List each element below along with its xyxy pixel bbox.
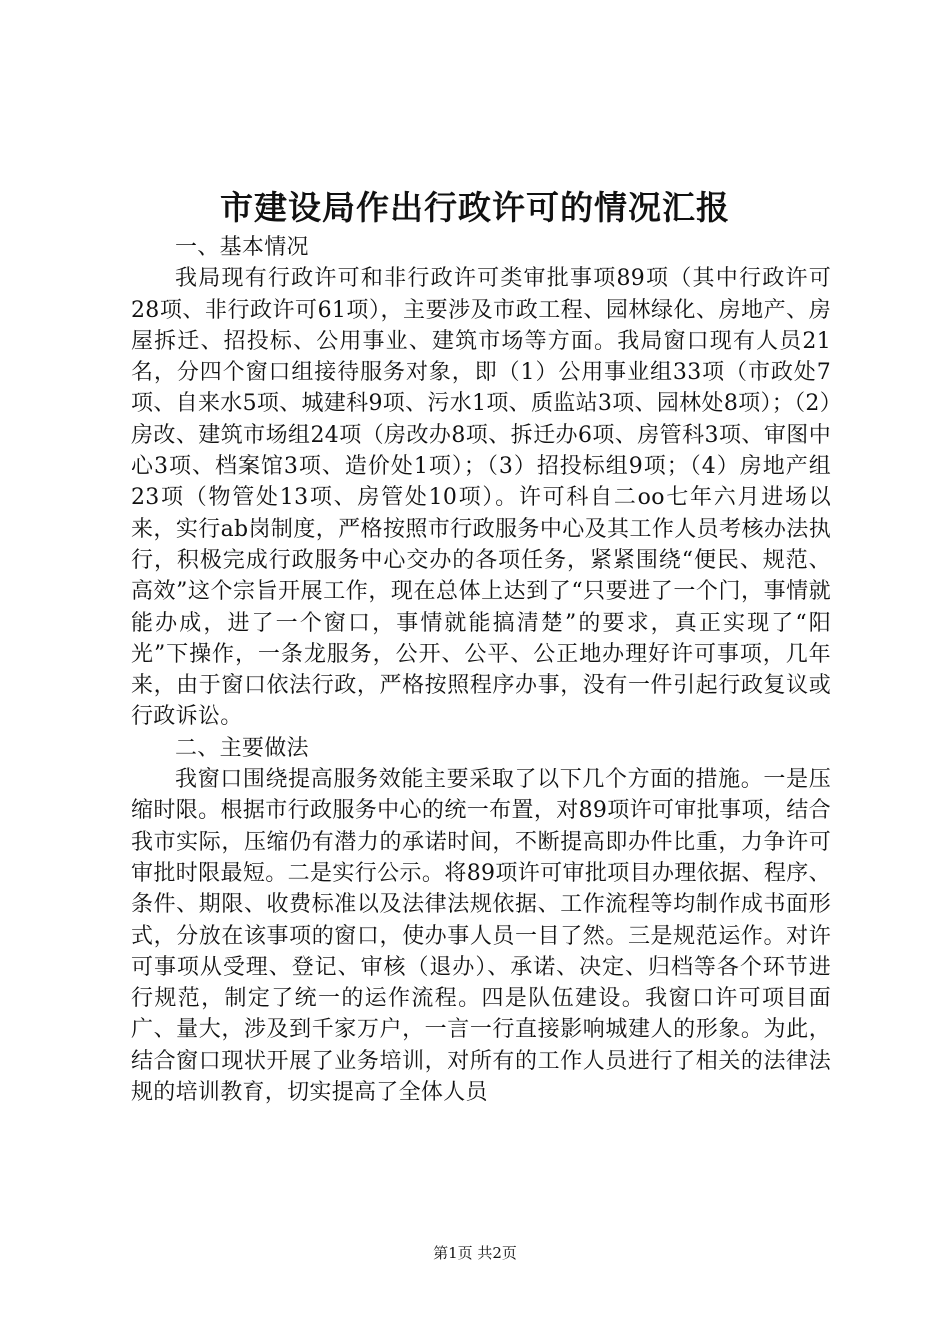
document-body [131, 232, 831, 1108]
section-heading-practices: 二、主要做法 [175, 735, 309, 761]
page-footer: 第1页 共2页 [433, 1244, 517, 1262]
section-heading-basic: 一、基本情况 [175, 235, 309, 260]
section-paragraph-basic: 我局现有行政许可和非行政许可类审批事项89项（其中行政许可28项、非行政许可61项），主要涉及市政工程、园林绿化、房地产、房屋拆迁、招投标、公用事业、建筑市场等方面。我局窗口现有人员21名，分四个窗口组接待服务对象，即（1）公用事业组33项（市政处7项、自来水5项、城建科9项、污水1项、质监站3项、园林处8项）；（2）房改、建筑市场组24项（房改办8项、拆迁办6项、房管科3项、审图中心3项、档案馆3项、造价处1项）；（3）招投标组9项；（4）房地产组23项（物管处13项、房管处10项）。许可科自二oo七年六月进场以来，实行ab岗制度，严格按照市行政服务中心及其工作人员考核办法执行，积极完成行政服务中心交办的各项任务，紧紧围绕“便民、规范、高效”这个宗旨开展工作，现在总体上达到了“只要进了一个门，事情就能办成，进了一个窗口，事情就能搞清楚”的要求，真正实现了“阳光”下操作，一条龙服务，公开、公平、公正地办理好许可事项，几年来，由于窗口依法行政，严格按照程序办事，没有一件引起行政复议或行政诉讼。 [131, 266, 831, 730]
section-paragraph-practices: 我窗口围绕提高服务效能主要采取了以下几个方面的措施。一是压缩时限。根据市行政服务中心的统一布置，对89项许可审批事项，结合我市实际，压缩仍有潜力的承诺时间，不断提高即办件比重，力争许可审批时限最短。二是实行公示。将89项许可审批项目办理依据、程序、条件、期限、收费标准以及法律法规依据、工作流程等均制作成书面形式，分放在该事项的窗口，使办事人员一目了然。三是规范运作。对许可事项从受理、登记、审核（退办）、承诺、决定、归档等各个环节进行规范，制定了统一的运作流程。四是队伍建设。我窗口许可项目面广、量大，涉及到千家万户，一言一行直接影响城建人的形象。为此，结合窗口现状开展了业务培训，对所有的工作人员进行了相关的法律法规的培训教育，切实提高了全体人员 [131, 767, 831, 1106]
document-title: 市建设局作出行政许可的情况汇报 [220, 188, 730, 227]
